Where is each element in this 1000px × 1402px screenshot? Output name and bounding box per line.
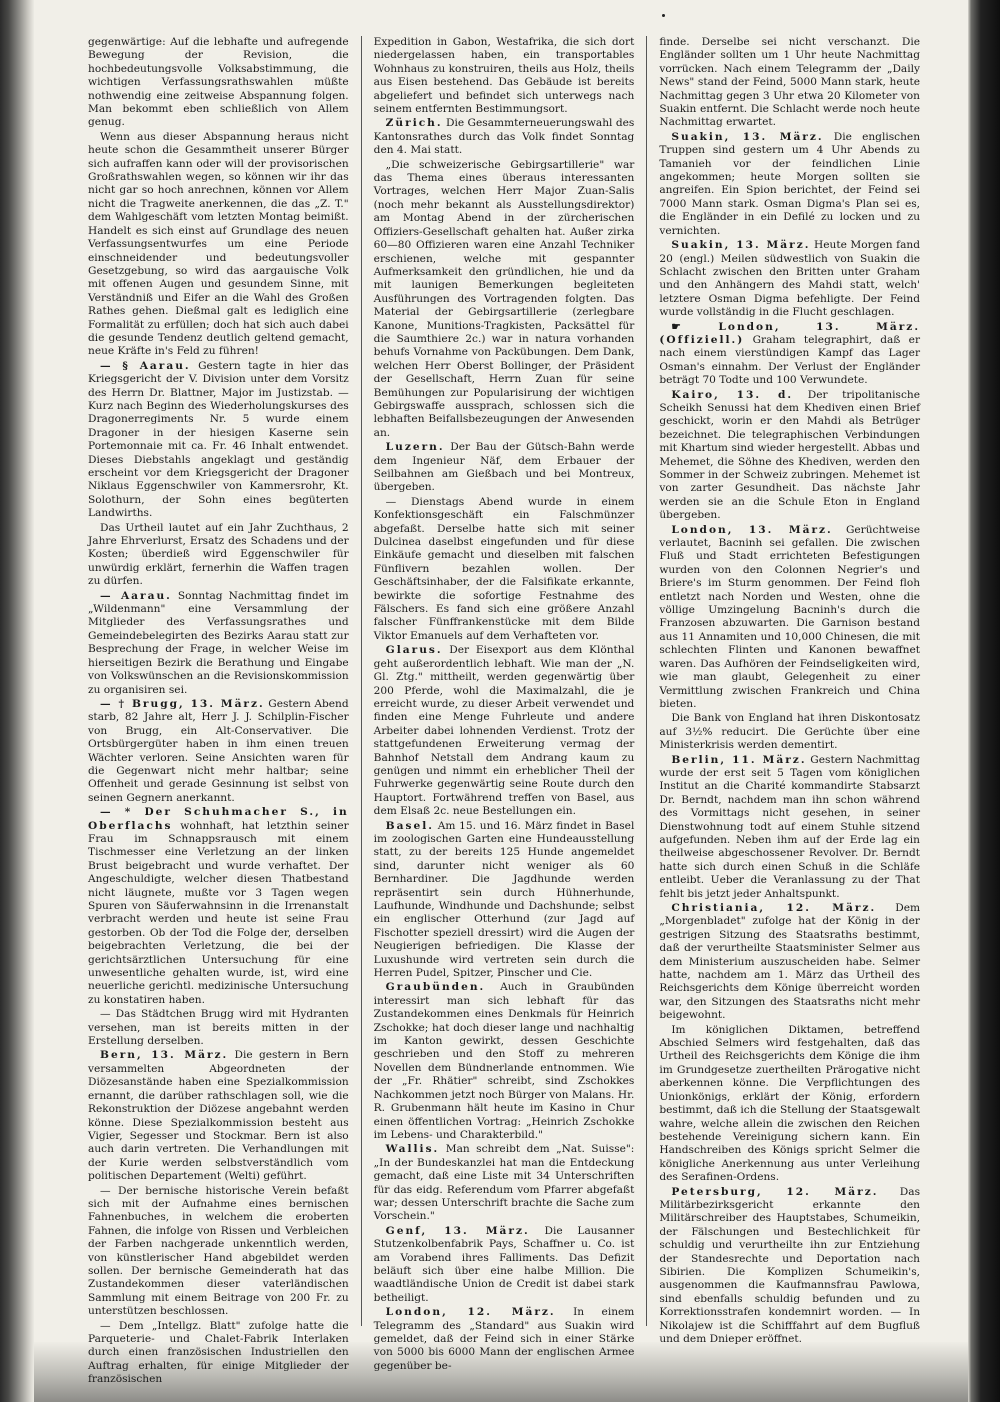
article-text: Die Gesammterneuerungswahl des Kantonsrathes durch das Volk findet Sonntag den 4. Mai statt. bbox=[373, 117, 635, 157]
article-paragraph bbox=[659, 524, 920, 712]
article-paragraph bbox=[374, 117, 635, 157]
scan-left-edge bbox=[0, 0, 34, 1402]
article-paragraph bbox=[88, 1185, 349, 1319]
article-text: Auch in Graubünden interessirt man sich lebhaft für das Zustandekommen eines Denkmals für Heinrich Zschokke; hat doch dieser lange und nachhaltig im Kanton gewirkt, dessen Geschichte geschrieben und den Stoff zu mehreren Novellen dem Bündnerlande entnommen. Wie der „Fr. Rhätier" schreibt, sind Zschokkes Nachkommen jetzt noch Bürger von Malans. Hr. R. Grubenmann hält heute im Kasino in Chur einen öffentlichen Vortrag: „Heinrich Zschokke im Lebens- und Charakterbild." bbox=[373, 981, 635, 1141]
dateline: London, 13. März. bbox=[671, 523, 833, 536]
article-paragraph bbox=[88, 698, 349, 805]
article-paragraph bbox=[659, 902, 920, 1023]
column-2 bbox=[373, 36, 635, 1372]
article-text: — Dienstags Abend wurde in einem Konfektionsgeschäft ein Falschmünzer abgefaßt. Derselbe hatte sich mit seiner Dulcinea daselbst eingefunden und für diese Einkäufe gemacht und dieselben mit falschen Fünflivern bezahlen wollen. Der Geschäftsinhaber, der die Falsifikate erkannte, bewirkte die sofortige Festnahme des Fälschers. Es fand sich eine größere Anzahl falscher Fünffrankenstücke mit dem Bilde Viktor Emanuels auf dem Verhafteten vor. bbox=[373, 495, 635, 642]
article-paragraph bbox=[659, 712, 920, 752]
article-paragraph bbox=[374, 981, 635, 1142]
ink-speck bbox=[662, 14, 665, 17]
article-paragraph bbox=[88, 131, 349, 359]
article-paragraph bbox=[659, 36, 920, 130]
article-paragraph bbox=[374, 159, 635, 441]
scan-right-edge bbox=[968, 0, 1000, 1402]
dateline: Berlin, 11. März. bbox=[671, 753, 807, 766]
article-text: Expedition in Gabon, Westafrika, die sich dort niedergelassen haben, ein transportables Wohnhaus zu konstruiren, theils aus Holz, theils aus Eisen bestehend. Das Gebäude ist bereits abgeliefert und befindet sich unterwegs nach seinem entfernten Bestimmungsort. bbox=[373, 36, 635, 116]
column-rule bbox=[646, 36, 647, 1326]
article-text: Am 15. und 16. März findet in Basel im zoologischen Garten eine Hundeausstellung statt, zu der bereits 125 Hunde angemeldet sind, darunter nicht weniger als 60 Bernhardiner. Die Jagdhunde werden repräsentirt sein durch Hühnerhunde, Laufhunde, Windhunde und Dachshunde; selbst ein englischer Otterhund (zur Jagd auf Fischotter speziell dressirt) wird die Augen der Neugierigen befriedigen. Die Klasse der Luxushunde wird vertreten sein durch die Herren Pudel, Spitzer, Pinscher und Cie. bbox=[373, 819, 635, 980]
article-paragraph bbox=[88, 590, 349, 697]
column-3 bbox=[659, 36, 921, 1345]
article-paragraph bbox=[88, 522, 349, 589]
article-paragraph bbox=[88, 1049, 349, 1183]
dateline: London, 12. März. bbox=[385, 1306, 556, 1319]
dateline: Suakin, 13. März. bbox=[671, 130, 824, 143]
article-text: Gestern Abend starb, 82 Jahre alt, Herr J. J. Schilplin-Fischer von Brugg, ein Alt-Conservativer. Die Ortsbürgergüter haben in ihm einen treuen Wächter verloren. Seine Ansichten waren für die Gegenwart nicht mehr haltbar; seine Offenheit und gerade Gesinnung ist selbst von seinen Gegnern anerkannt. bbox=[88, 697, 349, 804]
dateline: Christiania, 12. März. bbox=[671, 902, 877, 914]
article-text: wohnhaft, hat letzthin seiner Frau im Schnappsrausch mit einem Tischmesser eine Verletzung an der linken Brust beigebracht und wurde verhaftet. Der Angeschuldigte, welcher diesen Thatbestand nicht läugnete, mußte vor 3 Tagen wegen Spuren von Säuferwahnsinn in die Irrenanstalt verbracht werden und heute ist seine Frau gestorben. Ob der Tod die Folge der, derselben beigebrachten Verletzung, die bei der gerichtsärztlichen Untersuchung für eine unwesentliche gehalten wurde, ist, wird eine neuerliche gerichtl. medizinische Untersuchung zu konstatiren haben. bbox=[88, 819, 349, 1006]
article-paragraph bbox=[374, 1143, 635, 1223]
article-text: Die englischen Truppen sind gestern um 4 Uhr Abends zu Tamanieh vor der feindlichen Linie angekommen; heute Morgen sollten sie angreifen. Ein Spion berichtet, der Feind sei 7000 Mann stark. Osman Digma's Plan sei es, die Engländer in ein Defilé zu locken und zu vernichten. bbox=[659, 130, 921, 237]
article-text: — Dem „Intellgz. Blatt" zufolge hatte die Parqueterie- und Chalet-Fabrik Interlaken durch einen französischen Industriellen den Auftrag erhalten, für einige Mitglieder der französischen bbox=[88, 1319, 349, 1386]
dateline: Glarus. bbox=[385, 644, 443, 657]
column-1 bbox=[88, 36, 349, 1386]
article-paragraph bbox=[88, 1320, 349, 1387]
article-paragraph bbox=[88, 36, 349, 130]
dateline: Genf, 13. März. bbox=[385, 1224, 530, 1237]
article-text: Gerüchtweise verlautet, Bacninh sei gefallen. Die zwischen Fluß und Stadt errichteten Befestigungen wurden von den Colonnen Negrier's und Briere's im Sturm genommen. Der Feind floh entletzt nach Norden und Westen, ohne die völlige Umzingelung Bacninh's durch die Franzosen abzuwarten. Die Garnison bestand aus 11 Annamiten und 10,000 Chinesen, die mit schlechten Flinten und Kanonen bewaffnet waren. Das Aufhören der Feindseligkeiten wird, wie man glaubt, Gelegenheit zu einer Vermittlung zwischen Frankreich und China bieten. bbox=[659, 523, 921, 710]
dateline: Kairo, 13. d. bbox=[671, 388, 794, 401]
dateline: Petersburg, 12. März. bbox=[671, 1185, 879, 1198]
column-rule bbox=[361, 36, 362, 1326]
dateline: ☛ London, 13. März. (Offiziell.) bbox=[659, 320, 921, 346]
article-paragraph bbox=[659, 239, 920, 319]
article-text: — Das Städtchen Brugg wird mit Hydranten versehen, man ist bereits mitten in der Erstellung derselben. bbox=[88, 1008, 349, 1048]
article-paragraph bbox=[88, 1008, 349, 1048]
article-text: Der Eisexport aus dem Klönthal geht außerordentlich lebhaft. Wie man der „N. Gl. Ztg." mittheilt, werden gegenwärtig über 200 Pferde, wohl die Maximalzahl, die je erreicht wurde, zu dieser Arbeit verwendet und finden eine Menge Fuhrleute und andere Arbeiter dabei lohnenden Verdienst. Trotz der stattgefundenen Erweiterung vermag der Bahnhof Netstall dem Andrang kaum zu genügen und nimmt ein erheblicher Theil der Fuhrwerke gegenwärtig seine Route durch den Hauptort. Fortwährend treffen von Basel, aus dem Elsaß 2c. neue Bestellungen ein. bbox=[373, 644, 635, 818]
article-text: finde. Derselbe sei nicht verschanzt. Die Engländer sollten um 1 Uhr heute Nachmittag vorrücken. Nach einem Telegramm der „Daily News" stand der Feind, 5000 Mann stark, heute Nachmittag gegen 3 Uhr etwa 20 Kilometer von Suakin entfernt. Die Schlacht werde noch heute Nachmittag erwartet. bbox=[659, 36, 921, 129]
dateline: — Aarau. bbox=[100, 589, 172, 602]
dateline: Wallis. bbox=[385, 1143, 440, 1156]
article-text: Die Bank von England hat ihren Diskontosatz auf 3½% reducirt. Die Gerüchte über eine Ministerkrisis werden dementirt. bbox=[659, 712, 921, 752]
article-paragraph bbox=[88, 806, 349, 1007]
article-paragraph bbox=[659, 1024, 920, 1185]
article-text: Im königlichen Diktamen, betreffend Abschied Selmers wird festgehalten, daß das Urtheil des Reichsgerichts dem Könige die ihm im Grundgesetze zuertheilten Prärogative nicht aberkennen könne. Die Verpflichtungen des Unionkönigs, erklärt der König, erfordern bestimmt, daß ich die Stellung der Staatsgewalt wahre, welche allein die zwischen den Reichen bestehende Vereinigung sichern kann. Ein Handschreiben des Königs spricht Selmer die königliche Anerkennung aus unter Verleihung des Serafinen-Ordens. bbox=[659, 1023, 921, 1184]
dateline: Basel. bbox=[385, 819, 434, 832]
article-text: Heute Morgen fand 20 (engl.) Meilen südwestlich von Suakin die Schlacht zwischen den Britten unter Graham und den Anhängern des Mahdi statt, welch' letztere Osman Digma befehligte. Der Feind wurde vollständig in die Flucht geschlagen. bbox=[659, 239, 921, 319]
newspaper-page bbox=[88, 36, 921, 1386]
article-text: Wenn aus dieser Abspannung heraus nicht heute schon die Gesammtheit unserer Bürger sich aufraffen kann oder will der provisorischen Großrathswahlen wegen, so können wir ihr das nicht gar so hoch anrechnen, können vor Allem nicht die Tragweite anerkennen, die das „Z. T." dem Wahlgeschäft vom letzten Montag beimißt. Handelt es sich einst auf Grundlage des neuen Verfassungsentwurfes um eine Periode einschneidender und bedeutungsvoller Gesetzgebung, so wird das aargauische Volk mit offenen Augen und gesundem Sinne, mit Verständniß und Eifer an die Wahl des Großen Rathes gehen. Dießmal galt es lediglich eine Formalität zu erfüllen; doch hat sich auch dabei die gesunde Tendenz deutlich geltend gemacht, neue Kräfte in's Feld zu führen! bbox=[88, 130, 349, 358]
article-text: Der tripolitanische Scheikh Senussi hat dem Khediven einen Brief geschickt, worin er den Mahdi als Betrüger bezeichnet. Die telegraphischen Verbindungen mit Khartum sind wieder hergestellt. Abbas und Mehemet, die Söhne des Khediven, werden den Sommer in der Schweiz zubringen. Mehemet ist von zarter Gesundheit. Das nächste Jahr werden sie an die Schule Eton in England übergeben. bbox=[659, 388, 921, 522]
article-paragraph bbox=[659, 754, 920, 901]
article-text: Sonntag Nachmittag findet im „Wildenmann" eine Versammlung der Mitglieder des Verfassungsrathes und Gemeindebelegirten des Bezirks Aarau statt zur Besprechung der Frage, in welcher Weise im hierseitigen Bezirk die Berathung und Eingabe von Volkswünschen an die Revisionskommission zu organisiren sei. bbox=[88, 589, 349, 696]
article-text: Gestern tagte in hier das Kriegsgericht der V. Division unter dem Vorsitz des Herrn Dr. Blattner, Major im Justizstab. — Kurz nach Beginn des Wiederholungskurses des Dragonerregiments Nr. 5 wurde einem Dragoner in der hiesigen Kaserne sein Portemonnaie mit ca. Fr. 46 Inhalt entwendet. Dieses Diebstahls angeklagt und geständig erscheint vor dem Kriegsgericht der Dragoner Niklaus Eggenschwiler von Kammersrohr, Kt. Solothurn, der Sohn eines begüterten Landwirths. bbox=[88, 359, 349, 520]
article-text: In einem Telegramm des „Standard" aus Suakin wird gemeldet, daß der Feind sich in einer Stärke von 5000 bis 6000 Mann der englischen Armee gegenüber be- bbox=[373, 1306, 635, 1372]
article-text: Gestern Nachmittag wurde der erst seit 5 Tagen vom königlichen Institut an die Charité kommandirte Stabsarzt Dr. Berndt, nachdem man ihn schon während des Vormittags nicht gesehen, in seiner Dienstwohnung todt auf einem Stuhle sitzend aufgefunden. Neben ihm auf der Erde lag ein theilweise abgeschossener Revolver. Dr. Berndt hatte sich durch einen Schuß in die Schläfe entleibt. Ueber die Veranlassung zu der That fehlt bis jetzt jeder Anhaltspunkt. bbox=[659, 753, 921, 900]
article-text: Das Urtheil lautet auf ein Jahr Zuchthaus, 2 Jahre Ehrverlurst, Ersatz des Schadens und der Kosten; überdieß wird Eggenschwiler für unwürdig erklärt, fernerhin die Waffen tragen zu dürfen. bbox=[88, 521, 349, 588]
article-text: — Der bernische historische Verein befaßt sich mit der Aufnahme eines bernischen Fahnenbuches, in welchem die eroberten Fahnen, die infolge von Rissen und Verbleichen der Farben nachgerade unkenntlich werden, von künstlerischer Hand abgebildet werden sollen. Der bernische Gemeinderath hat das Zustandekommen dieser vaterländischen Sammlung mit einem Beitrage von 200 Fr. zu unterstützen beschlossen. bbox=[88, 1184, 349, 1318]
dateline: — § Aarau. bbox=[100, 359, 191, 372]
article-paragraph bbox=[659, 131, 920, 238]
article-paragraph bbox=[374, 496, 635, 643]
article-text: Die gestern in Bern versammelten Abgeordneten der Diözesanstände haben eine Spezialkommission ernannt, die darüber rathschlagen soll, wie die Rekonstruktion der Diözese angebahnt werden könne. Diese Spezialkommission besteht aus Vigier, Segesser und Stockmar. Bern ist also auch darin vertreten. Die Verhandlungen mit der Kurie werden selbstverständlich vom politischen Departement (Welti) geführt. bbox=[88, 1049, 349, 1183]
article-paragraph bbox=[659, 1186, 920, 1347]
article-paragraph bbox=[374, 1225, 635, 1305]
article-paragraph bbox=[88, 360, 349, 521]
article-paragraph bbox=[374, 441, 635, 495]
dateline: Suakin, 13. März. bbox=[671, 239, 811, 252]
article-paragraph bbox=[374, 36, 635, 116]
article-paragraph bbox=[374, 1306, 635, 1373]
article-text: Der Bau der Gütsch-Bahn werde dem Ingenieur Näf, dem Erbauer der Seilbahnen am Gießbach und bei Montreux, übergeben. bbox=[373, 441, 635, 494]
article-paragraph bbox=[659, 389, 920, 523]
article-text: Man schreibt dem „Nat. Suisse": „In der Bundeskanzlei hat man die Entdeckung gemacht, daß eine Liste mit 34 Unterschriften für das eidg. Referendum vom Pfarrer abgefaßt war; dessen Unterschrift brachte die Sache zum Vorschein." bbox=[373, 1143, 635, 1223]
dateline: Graubünden. bbox=[385, 981, 486, 994]
article-paragraph bbox=[374, 820, 635, 981]
article-text: Das Militärbezirksgericht erkannte den Militärschreiber des Hauptstabes, Schumeikin, der Fälschungen und Bestechlichkeit für schuldig und verurtheilte ihn zur Entziehung der Standesrechte und Deportation nach Sibirien. Die Komplizen Schumeikin's, ausgenommen die Kaufmannsfrau Pawlowa, sind ebenfalls schuldig befunden und zu Korrektionsstrafen kondemnirt worden. — In Nikolajew ist die Schifffahrt auf dem Bugfluß und dem Dnieper eröffnet. bbox=[659, 1185, 921, 1345]
article-text: Graham telegraphirt, daß er nach einem vierstündigen Kampf das Lager Osman's einnahm. Der Verlust der Engländer beträgt 70 Todte und 100 Verwundete. bbox=[659, 333, 921, 387]
article-text: Dem „Morgenbladet" zufolge hat der König in der gestrigen Sitzung des Staatsraths bestimmt, daß der verurtheilte Staatsminister Selmer aus dem Ministerium auszuscheiden habe. Selmer hatte, nachdem am 1. März das Urtheil des Reichsgerichts dem Könige überreicht worden war, den Sitzungen des Staatsraths nicht mehr beigewohnt. bbox=[659, 902, 921, 1022]
dateline: — * Der Schuhmacher S., in Oberflachs bbox=[88, 806, 349, 832]
article-text: gegenwärtige: Auf die lebhafte und aufregende Bewegung der Revision, die hochbedeutungsvolle Volksabstimmung, die wichtigen Verfassungsrathswahlen müßte nothwendig eine zeitweise Abspannung folgen. Man bekommt eben schließlich von Allem genug. bbox=[88, 36, 349, 129]
dateline: Zürich. bbox=[385, 117, 443, 130]
article-paragraph bbox=[374, 644, 635, 818]
dateline: — † Brugg, 13. März. bbox=[100, 697, 265, 710]
article-text: „Die schweizerische Gebirgsartillerie" war das Thema eines überaus interessanten Vortrages, welchen Herr Major Zuan-Salis (noch mehr bekannt als Ausstellungsdirektor) am Montag Abend in der zürcherischen Offiziers-Gesellschaft gehalten hat. Außer zirka 60—80 Offizieren waren eine Anzahl Techniker erschienen, welche mit gespannter Aufmerksamkeit den gründlichen, hie und da mit launigen Bemerkungen begleiteten Ausführungen des Vortragenden folgten. Das Material der Gebirgsartillerie (zerlegbare Kanone, Munitions-Tragkisten, Packsättel für die Saumthiere 2c.) war in natura vorhanden behufs Vornahme von Packübungen. Dem Dank, welchen Herr Oberst Bollinger, der Präsident der Gesellschaft, Herrn Zuan für seine Bemühungen zur Popularisirung der wichtigen Gebirgswaffe aussprach, schlossen sich die lebhaften Beifallsbezeugungen der Anwesenden an. bbox=[373, 158, 635, 439]
dateline: Bern, 13. März. bbox=[100, 1049, 229, 1062]
article-text: Die Lausanner Stutzenkolbenfabrik Pays, Schaffner u. Co. ist am Vorabend ihres Falliments. Das Defizit beläuft sich über eine halbe Million. Die waadtländische Union de Credit ist dabei stark betheiligt. bbox=[373, 1224, 635, 1304]
dateline: Luzern. bbox=[385, 441, 445, 454]
article-paragraph bbox=[659, 321, 920, 388]
